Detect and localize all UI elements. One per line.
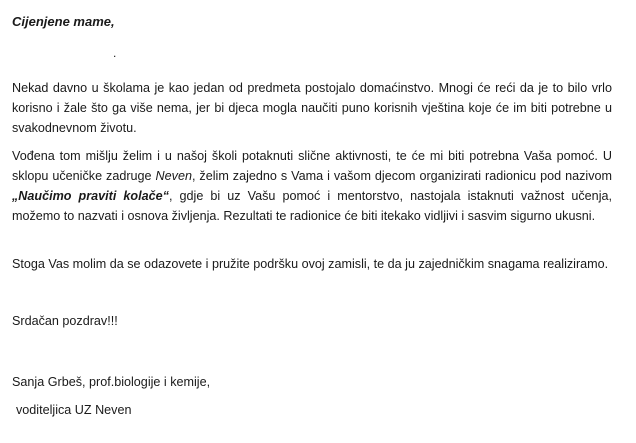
paragraph-workshop-part3: , gdje bi uz Vašu pomoć i mentorstvo, nastojala istaknuti važnost učenja, možemo to nazvati i osnova življenja. Rezultati te radionice će biti itekako vidljivi i sasvim sigurno ukusni.	[12, 189, 612, 223]
paragraph-workshop	[12, 146, 612, 226]
paragraph-workshop-part1: Vođena tom mišlju želim i u našoj školi potaknuti slične aktivnosti, te će mi biti potrebna Vaša pomoć. U sklopu učeničke zadruge	[12, 149, 612, 183]
workshop-name: „Naučimo praviti kolače“	[12, 189, 169, 203]
closing: Srdačan pozdrav!!!	[12, 314, 118, 328]
paragraph-workshop-part2: , želim zajedno s Vama i vašom djecom organizirati radionicu pod nazivom	[191, 169, 612, 183]
greeting: Cijenjene mame,	[12, 14, 115, 29]
signature-role: voditeljica UZ Neven	[16, 403, 132, 417]
cooperative-name: Neven	[155, 169, 192, 183]
signature-name: Sanja Grbeš, prof.biologije i kemije,	[12, 375, 211, 389]
stray-mark: .	[113, 46, 117, 60]
paragraph-intro: Nekad davno u školama je kao jedan od predmeta postojalo domaćinstvo. Mnogi će reći da je to bilo vrlo korisno i žale što ga više nema, jer bi djeca mogla naučiti puno korisnih vještina koje će im biti potrebne u svakodnevnom životu.	[12, 81, 612, 135]
paragraph-request: Stoga Vas molim da se odazovete i pružite podršku ovoj zamisli, te da ju zajedničkim snagama realiziramo.	[12, 257, 609, 271]
